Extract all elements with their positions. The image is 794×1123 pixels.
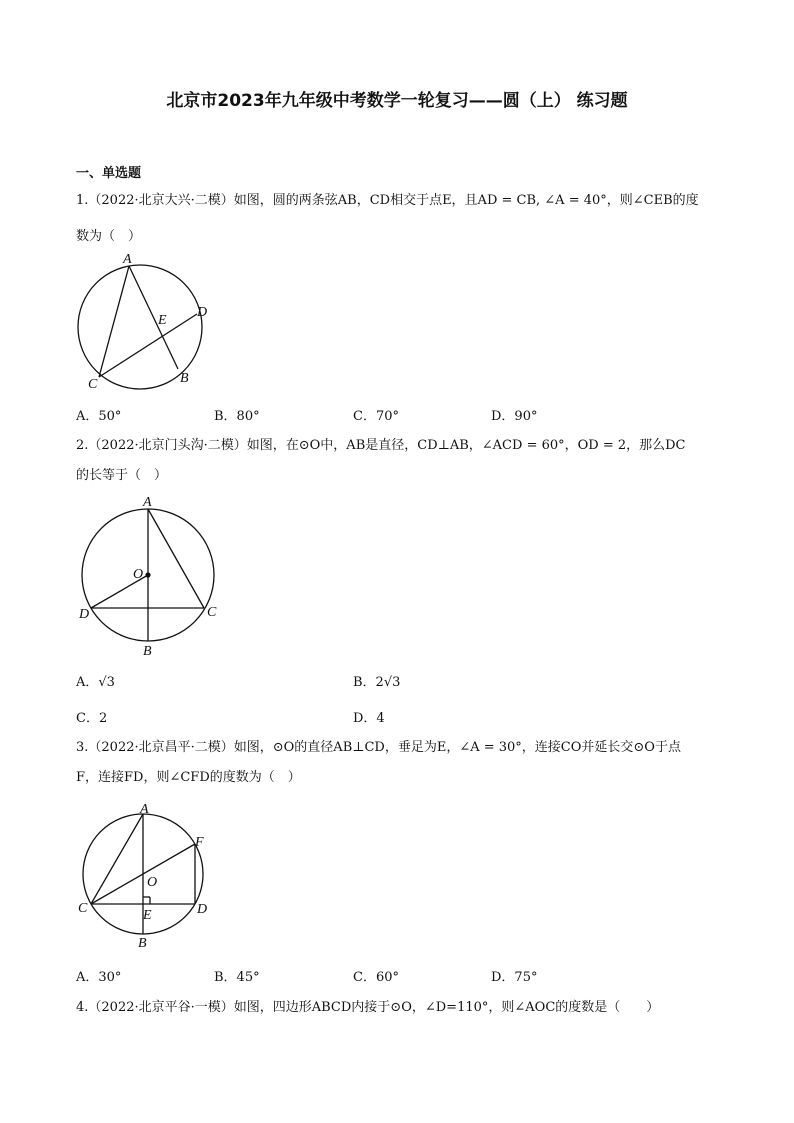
label-f: F — [195, 835, 204, 850]
label-o: O — [133, 567, 144, 582]
label-o: O — [147, 875, 158, 890]
label-b: B — [143, 644, 152, 659]
label-c: C — [88, 377, 98, 392]
label-b: B — [138, 936, 147, 950]
question-1-option-c: C．70° — [353, 409, 399, 424]
question-3-option-c: C．60° — [353, 970, 399, 985]
label-d: D — [79, 607, 90, 622]
question-1-option-a: A．50° — [76, 409, 122, 424]
label-a: A — [123, 252, 132, 267]
question-4-text-line1: 4.（2022·北京平谷·一模）如图，四边形ABCD内接于⊙O，∠D=110°，则∠AOC的度数是（ ） — [76, 1000, 660, 1015]
question-2-text-line2: 的长等于（ ） — [76, 468, 168, 483]
question-1-option-b: B．80° — [214, 409, 260, 424]
question-3-text-line1: 3.（2022·北京昌平·二模）如图，⊙O的直径AB⊥CD，垂足为E，∠A = 30°，连接CO并延长交⊙O于点 — [76, 740, 681, 755]
question-1-figure — [70, 252, 220, 392]
question-3-text-line2: F，连接FD，则∠CFD的度数为（ ） — [76, 770, 301, 785]
question-2-option-b: B．2√3 — [353, 675, 401, 690]
label-d: D — [197, 305, 208, 320]
question-2-text-line1: 2.（2022·北京门头沟·二模）如图，在⊙O中，AB是直径，CD⊥AB，∠ACD = 60°，OD = 2，那么DC — [76, 438, 686, 453]
question-1-text-line2: 数为（ ） — [76, 229, 142, 244]
question-3-option-a: A．30° — [76, 970, 122, 985]
question-3-figure — [72, 800, 222, 950]
center-point — [145, 572, 150, 577]
label-e: E — [158, 313, 167, 328]
question-3-option-d: D．75° — [491, 970, 538, 985]
label-e: E — [143, 908, 152, 923]
question-2-figure — [70, 490, 230, 660]
question-2-option-d: D．4 — [353, 711, 385, 726]
question-1-option-d: D．90° — [491, 409, 538, 424]
chord-ac — [148, 509, 204, 608]
label-d: D — [197, 902, 208, 917]
question-3-option-b: B．45° — [214, 970, 260, 985]
label-a: A — [143, 495, 152, 510]
label-c: C — [78, 901, 88, 916]
section-heading: 一、单选题 — [76, 166, 142, 181]
question-1-text-line1: 1.（2022·北京大兴·二模）如图，圆的两条弦AB，CD相交于点E，且AD = CB, ∠A = 40°，则∠CEB的度 — [76, 193, 699, 208]
chord-ac — [91, 814, 143, 904]
question-2-option-a: A．√3 — [76, 675, 115, 690]
label-a: A — [140, 802, 149, 817]
page-title: 北京市2023年九年级中考数学一轮复习——圆（上） 练习题 — [166, 91, 628, 111]
label-c: C — [207, 605, 217, 620]
question-2-option-c: C．2 — [76, 711, 108, 726]
label-b: B — [180, 371, 189, 386]
